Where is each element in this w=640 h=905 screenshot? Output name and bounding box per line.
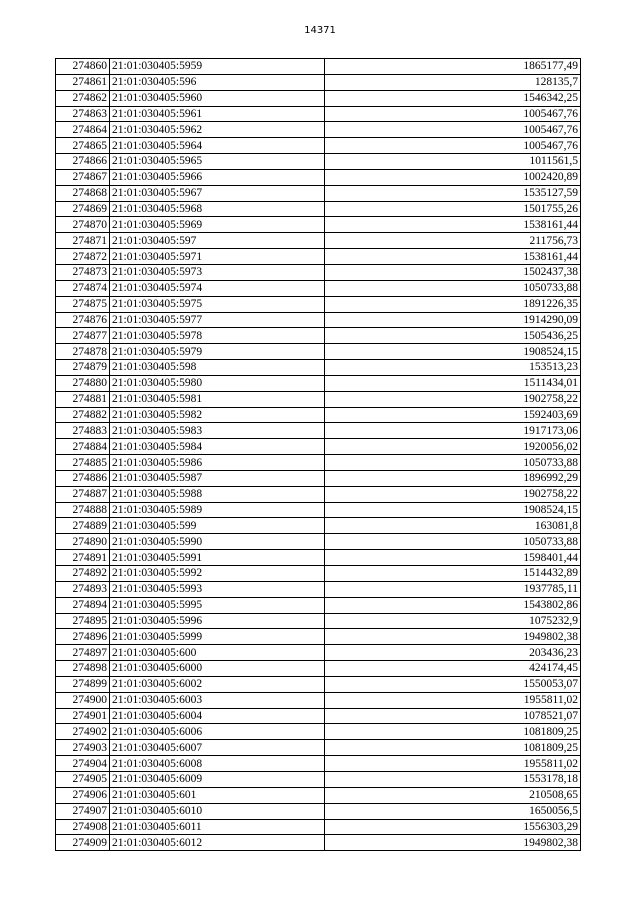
- table-row: [56, 597, 581, 613]
- cadastral-number-cell: 21:01:030405:5959: [110, 59, 325, 75]
- cadastral-number-cell: 21:01:030405:597: [110, 233, 325, 249]
- table-row: [56, 502, 581, 518]
- table-row: [56, 375, 581, 391]
- row-number-cell: 274901: [56, 708, 110, 724]
- cadastral-number-cell: 21:01:030405:6000: [110, 661, 325, 677]
- cadastral-value-cell: 163081,8: [325, 518, 581, 534]
- row-number-cell: 274876: [56, 312, 110, 328]
- cadastral-value-cell: 1949802,38: [325, 629, 581, 645]
- cadastral-number-cell: 21:01:030405:5979: [110, 344, 325, 360]
- row-number-cell: 274867: [56, 169, 110, 185]
- table-row: [56, 201, 581, 217]
- cadastral-number-cell: 21:01:030405:6006: [110, 724, 325, 740]
- cadastral-number-cell: 21:01:030405:5981: [110, 391, 325, 407]
- cadastral-number-cell: 21:01:030405:5964: [110, 138, 325, 154]
- cadastral-number-cell: 21:01:030405:5984: [110, 439, 325, 455]
- row-number-cell: 274894: [56, 597, 110, 613]
- table-row: [56, 692, 581, 708]
- table-row: [56, 787, 581, 803]
- cadastral-value-cell: 1937785,11: [325, 581, 581, 597]
- row-number-cell: 274869: [56, 201, 110, 217]
- cadastral-value-cell: 1553178,18: [325, 771, 581, 787]
- cadastral-number-cell: 21:01:030405:5967: [110, 185, 325, 201]
- cadastral-number-cell: 21:01:030405:5987: [110, 470, 325, 486]
- cadastral-number-cell: 21:01:030405:5975: [110, 296, 325, 312]
- cadastral-value-cell: 1917173,06: [325, 423, 581, 439]
- cadastral-value-cell: 1914290,09: [325, 312, 581, 328]
- row-number-cell: 274902: [56, 724, 110, 740]
- row-number-cell: 274872: [56, 249, 110, 265]
- cadastral-value-cell: 1902758,22: [325, 486, 581, 502]
- row-number-cell: 274890: [56, 534, 110, 550]
- table-row: [56, 264, 581, 280]
- row-number-cell: 274877: [56, 328, 110, 344]
- row-number-cell: 274889: [56, 518, 110, 534]
- cadastral-number-cell: 21:01:030405:6002: [110, 676, 325, 692]
- cadastral-number-cell: 21:01:030405:6011: [110, 819, 325, 835]
- cadastral-number-cell: 21:01:030405:5978: [110, 328, 325, 344]
- table-row: [56, 122, 581, 138]
- table-row: [56, 455, 581, 471]
- table-row: [56, 344, 581, 360]
- cadastral-number-cell: 21:01:030405:6008: [110, 756, 325, 772]
- table-row: [56, 217, 581, 233]
- cadastral-number-cell: 21:01:030405:5974: [110, 280, 325, 296]
- table-row: [56, 106, 581, 122]
- row-number-cell: 274865: [56, 138, 110, 154]
- cadastral-value-cell: 1908524,15: [325, 344, 581, 360]
- cadastral-value-cell: 1650056,5: [325, 803, 581, 819]
- table-row: [56, 249, 581, 265]
- cadastral-value-cell: 1865177,49: [325, 59, 581, 75]
- page-number: 14371: [304, 25, 336, 36]
- cadastral-number-cell: 21:01:030405:5965: [110, 154, 325, 170]
- row-number-cell: 274861: [56, 74, 110, 90]
- table-row: [56, 391, 581, 407]
- cadastral-value-cell: 1538161,44: [325, 249, 581, 265]
- cadastral-value-cell: 1908524,15: [325, 502, 581, 518]
- row-number-cell: 274882: [56, 407, 110, 423]
- cadastral-value-cell: 1550053,07: [325, 676, 581, 692]
- table-row: [56, 59, 581, 75]
- cadastral-number-cell: 21:01:030405:5995: [110, 597, 325, 613]
- table-row: [56, 470, 581, 486]
- cadastral-value-cell: 1011561,5: [325, 154, 581, 170]
- table-row: [56, 74, 581, 90]
- table-row: [56, 819, 581, 835]
- cadastral-number-cell: 21:01:030405:601: [110, 787, 325, 803]
- table-row: [56, 423, 581, 439]
- cadastral-value-cell: 1891226,35: [325, 296, 581, 312]
- cadastral-number-cell: 21:01:030405:5980: [110, 375, 325, 391]
- cadastral-value-cell: 1543802,86: [325, 597, 581, 613]
- cadastral-number-cell: 21:01:030405:5991: [110, 550, 325, 566]
- cadastral-value-cell: 1920056,02: [325, 439, 581, 455]
- table-row: [56, 724, 581, 740]
- cadastral-number-cell: 21:01:030405:5983: [110, 423, 325, 439]
- cadastral-number-cell: 21:01:030405:5966: [110, 169, 325, 185]
- cadastral-value-cell: 203436,23: [325, 645, 581, 661]
- table-row: [56, 803, 581, 819]
- cadastral-value-cell: 1896992,29: [325, 470, 581, 486]
- table-row: [56, 138, 581, 154]
- row-number-cell: 274866: [56, 154, 110, 170]
- row-number-cell: 274903: [56, 740, 110, 756]
- cadastral-value-cell: 1501755,26: [325, 201, 581, 217]
- cadastral-value-cell: 424174,45: [325, 661, 581, 677]
- row-number-cell: 274886: [56, 470, 110, 486]
- cadastral-number-cell: 21:01:030405:6007: [110, 740, 325, 756]
- table-row: [56, 676, 581, 692]
- table-row: [56, 280, 581, 296]
- table-row: [56, 169, 581, 185]
- cadastral-number-cell: 21:01:030405:5993: [110, 581, 325, 597]
- row-number-cell: 274899: [56, 676, 110, 692]
- table-row: [56, 328, 581, 344]
- row-number-cell: 274874: [56, 280, 110, 296]
- row-number-cell: 274895: [56, 613, 110, 629]
- cadastral-number-cell: 21:01:030405:5968: [110, 201, 325, 217]
- cadastral-number-cell: 21:01:030405:5999: [110, 629, 325, 645]
- table-row: [56, 771, 581, 787]
- row-number-cell: 274862: [56, 90, 110, 106]
- row-number-cell: 274905: [56, 771, 110, 787]
- row-number-cell: 274897: [56, 645, 110, 661]
- cadastral-number-cell: 21:01:030405:5977: [110, 312, 325, 328]
- cadastral-number-cell: 21:01:030405:5986: [110, 455, 325, 471]
- table-row: [56, 613, 581, 629]
- cadastral-number-cell: 21:01:030405:6012: [110, 835, 325, 851]
- cadastral-value-cell: 1505436,25: [325, 328, 581, 344]
- cadastral-value-cell: 1050733,88: [325, 455, 581, 471]
- cadastral-value-cell: 1081809,25: [325, 724, 581, 740]
- table-row: [56, 629, 581, 645]
- row-number-cell: 274881: [56, 391, 110, 407]
- row-number-cell: 274907: [56, 803, 110, 819]
- row-number-cell: 274900: [56, 692, 110, 708]
- cadastral-value-cell: 1949802,38: [325, 835, 581, 851]
- cadastral-value-cell: 1955811,02: [325, 692, 581, 708]
- cadastral-value-cell: 1902758,22: [325, 391, 581, 407]
- row-number-cell: 274906: [56, 787, 110, 803]
- row-number-cell: 274871: [56, 233, 110, 249]
- row-number-cell: 274873: [56, 264, 110, 280]
- row-number-cell: 274860: [56, 59, 110, 75]
- cadastral-number-cell: 21:01:030405:598: [110, 360, 325, 376]
- cadastral-number-cell: 21:01:030405:6003: [110, 692, 325, 708]
- row-number-cell: 274878: [56, 344, 110, 360]
- cadastral-number-cell: 21:01:030405:6010: [110, 803, 325, 819]
- cadastral-number-cell: 21:01:030405:6009: [110, 771, 325, 787]
- row-number-cell: 274884: [56, 439, 110, 455]
- cadastral-value-cell: 1005467,76: [325, 138, 581, 154]
- cadastral-value-cell: 1502437,38: [325, 264, 581, 280]
- cadastral-number-cell: 21:01:030405:600: [110, 645, 325, 661]
- cadastral-number-cell: 21:01:030405:5988: [110, 486, 325, 502]
- row-number-cell: 274893: [56, 581, 110, 597]
- cadastral-number-cell: 21:01:030405:5982: [110, 407, 325, 423]
- table-row: [56, 534, 581, 550]
- cadastral-value-cell: 1050733,88: [325, 534, 581, 550]
- cadastral-number-cell: 21:01:030405:5990: [110, 534, 325, 550]
- row-number-cell: 274885: [56, 455, 110, 471]
- cadastral-number-cell: 21:01:030405:5989: [110, 502, 325, 518]
- cadastral-value-cell: 1556303,29: [325, 819, 581, 835]
- cadastral-value-cell: 1078521,07: [325, 708, 581, 724]
- row-number-cell: 274891: [56, 550, 110, 566]
- row-number-cell: 274864: [56, 122, 110, 138]
- table-row: [56, 312, 581, 328]
- table-row: [56, 756, 581, 772]
- cadastral-value-table: [55, 58, 581, 851]
- table-row: [56, 185, 581, 201]
- cadastral-number-cell: 21:01:030405:5992: [110, 566, 325, 582]
- table-row: [56, 233, 581, 249]
- cadastral-number-cell: 21:01:030405:5962: [110, 122, 325, 138]
- table-row: [56, 835, 581, 851]
- cadastral-value-cell: 153513,23: [325, 360, 581, 376]
- table-row: [56, 645, 581, 661]
- row-number-cell: 274888: [56, 502, 110, 518]
- table-row: [56, 518, 581, 534]
- cadastral-number-cell: 21:01:030405:599: [110, 518, 325, 534]
- table-row: [56, 708, 581, 724]
- row-number-cell: 274880: [56, 375, 110, 391]
- row-number-cell: 274898: [56, 661, 110, 677]
- cadastral-number-cell: 21:01:030405:6004: [110, 708, 325, 724]
- row-number-cell: 274863: [56, 106, 110, 122]
- cadastral-value-cell: 1592403,69: [325, 407, 581, 423]
- row-number-cell: 274909: [56, 835, 110, 851]
- cadastral-value-cell: 1538161,44: [325, 217, 581, 233]
- cadastral-value-cell: 1075232,9: [325, 613, 581, 629]
- table-row: [56, 550, 581, 566]
- cadastral-number-cell: 21:01:030405:596: [110, 74, 325, 90]
- cadastral-value-cell: 1050733,88: [325, 280, 581, 296]
- table-row: [56, 581, 581, 597]
- cadastral-value-cell: 210508,65: [325, 787, 581, 803]
- cadastral-value-cell: 1002420,89: [325, 169, 581, 185]
- cadastral-value-cell: 1081809,25: [325, 740, 581, 756]
- table-row: [56, 439, 581, 455]
- table-row: [56, 486, 581, 502]
- table-row: [56, 407, 581, 423]
- cadastral-number-cell: 21:01:030405:5971: [110, 249, 325, 265]
- cadastral-value-cell: 128135,7: [325, 74, 581, 90]
- row-number-cell: 274908: [56, 819, 110, 835]
- row-number-cell: 274896: [56, 629, 110, 645]
- row-number-cell: 274875: [56, 296, 110, 312]
- row-number-cell: 274892: [56, 566, 110, 582]
- table-row: [56, 740, 581, 756]
- table-row: [56, 566, 581, 582]
- cadastral-value-cell: 1535127,59: [325, 185, 581, 201]
- table-row: [56, 661, 581, 677]
- table-row: [56, 296, 581, 312]
- row-number-cell: 274904: [56, 756, 110, 772]
- cadastral-value-cell: 1511434,01: [325, 375, 581, 391]
- row-number-cell: 274887: [56, 486, 110, 502]
- cadastral-value-cell: 1598401,44: [325, 550, 581, 566]
- table-body: [56, 59, 581, 851]
- cadastral-value-cell: 1514432,89: [325, 566, 581, 582]
- table-row: [56, 360, 581, 376]
- table-row: [56, 90, 581, 106]
- cadastral-number-cell: 21:01:030405:5969: [110, 217, 325, 233]
- row-number-cell: 274879: [56, 360, 110, 376]
- cadastral-number-cell: 21:01:030405:5960: [110, 90, 325, 106]
- cadastral-number-cell: 21:01:030405:5996: [110, 613, 325, 629]
- cadastral-value-cell: 1955811,02: [325, 756, 581, 772]
- cadastral-value-cell: 211756,73: [325, 233, 581, 249]
- row-number-cell: 274868: [56, 185, 110, 201]
- cadastral-value-cell: 1005467,76: [325, 106, 581, 122]
- cadastral-number-cell: 21:01:030405:5973: [110, 264, 325, 280]
- cadastral-value-cell: 1005467,76: [325, 122, 581, 138]
- cadastral-value-cell: 1546342,25: [325, 90, 581, 106]
- table-row: [56, 154, 581, 170]
- cadastral-number-cell: 21:01:030405:5961: [110, 106, 325, 122]
- row-number-cell: 274883: [56, 423, 110, 439]
- row-number-cell: 274870: [56, 217, 110, 233]
